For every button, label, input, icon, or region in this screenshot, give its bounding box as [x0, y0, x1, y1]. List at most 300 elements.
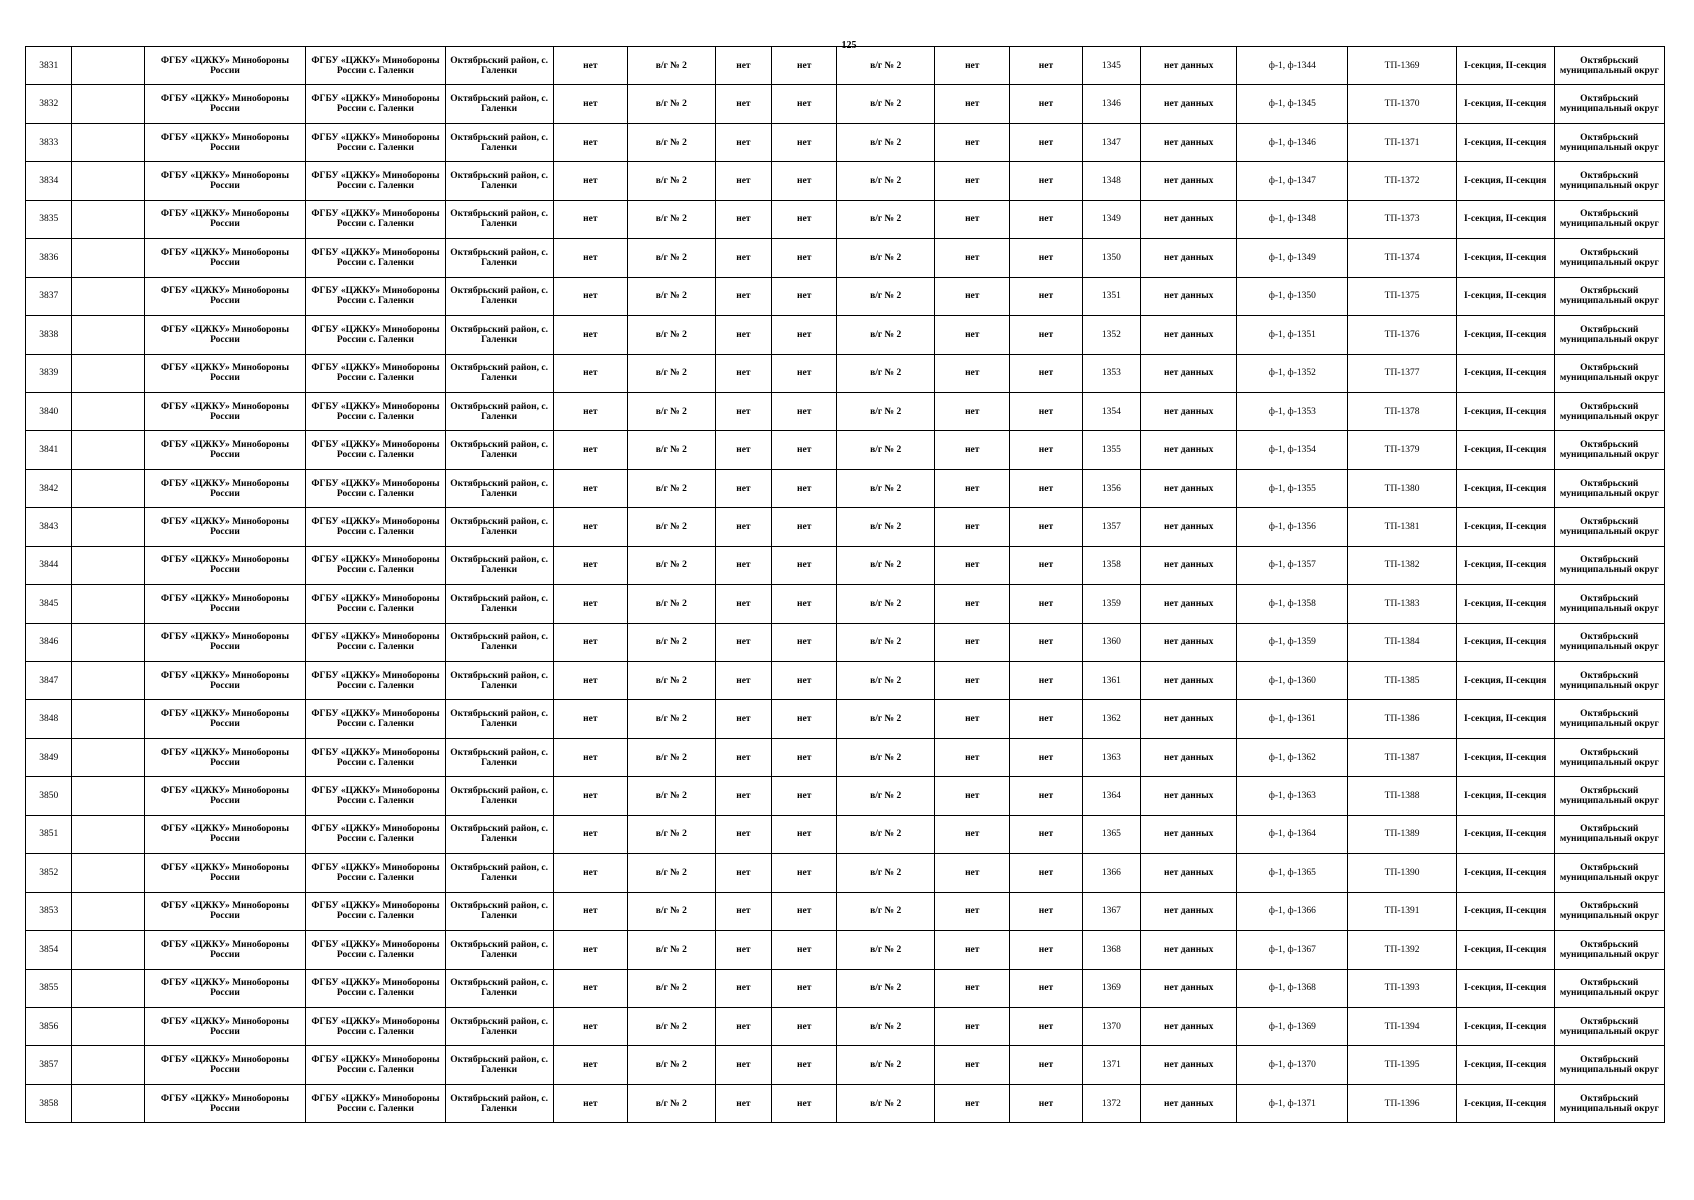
cell-number: 1364: [1082, 777, 1141, 815]
cell-value: нет: [1010, 162, 1082, 200]
table-row: [26, 969, 1665, 1007]
cell-owner: ФГБУ «ЦЖКУ» Минобороны России: [144, 85, 306, 123]
cell-value: нет: [715, 277, 772, 315]
cell-district: Октябрьский муниципальный округ: [1554, 354, 1664, 392]
cell-no-data: нет данных: [1141, 508, 1237, 546]
cell-value: нет: [935, 700, 1010, 738]
cell-address: Октябрьский район, с. Галенки: [445, 585, 553, 623]
cell-value: нет: [553, 892, 627, 930]
cell-military-town: в/г № 2: [627, 1084, 715, 1122]
cell-value: нет: [715, 738, 772, 776]
cell-record-number: 3843: [26, 508, 72, 546]
cell-holder: ФГБУ «ЦЖКУ» Минобороны России с. Галенки: [306, 700, 445, 738]
cell-sections: I-секция, II-секция: [1456, 585, 1554, 623]
cell-value: нет: [935, 123, 1010, 161]
cell-value: нет: [935, 277, 1010, 315]
cell-value: нет: [715, 854, 772, 892]
cell-military-town: в/г № 2: [627, 546, 715, 584]
cell-holder: ФГБУ «ЦЖКУ» Минобороны России с. Галенки: [306, 85, 445, 123]
cell-holder: ФГБУ «ЦЖКУ» Минобороны России с. Галенки: [306, 546, 445, 584]
cell-address: Октябрьский район, с. Галенки: [445, 277, 553, 315]
cell-empty: [72, 85, 144, 123]
cell-number: 1369: [1082, 969, 1141, 1007]
cell-holder: ФГБУ «ЦЖКУ» Минобороны России с. Галенки: [306, 431, 445, 469]
cell-no-data: нет данных: [1141, 123, 1237, 161]
cell-value: нет: [715, 623, 772, 661]
cell-holder: ФГБУ «ЦЖКУ» Минобороны России с. Галенки: [306, 1046, 445, 1084]
cell-value: нет: [715, 85, 772, 123]
cell-feeder: ф-1, ф-1358: [1237, 585, 1348, 623]
cell-number: 1354: [1082, 392, 1141, 430]
cell-substation: ТП-1395: [1348, 1046, 1456, 1084]
cell-military-town: в/г № 2: [837, 892, 935, 930]
cell-substation: ТП-1388: [1348, 777, 1456, 815]
cell-owner: ФГБУ «ЦЖКУ» Минобороны России: [144, 815, 306, 853]
cell-value: нет: [553, 623, 627, 661]
cell-address: Октябрьский район, с. Галенки: [445, 162, 553, 200]
cell-number: 1351: [1082, 277, 1141, 315]
cell-value: нет: [935, 200, 1010, 238]
cell-district: Октябрьский муниципальный округ: [1554, 47, 1664, 85]
cell-military-town: в/г № 2: [837, 1007, 935, 1045]
cell-value: нет: [772, 662, 837, 700]
cell-substation: ТП-1373: [1348, 200, 1456, 238]
cell-substation: ТП-1387: [1348, 738, 1456, 776]
cell-address: Октябрьский район, с. Галенки: [445, 623, 553, 661]
cell-military-town: в/г № 2: [837, 585, 935, 623]
cell-value: нет: [1010, 546, 1082, 584]
cell-holder: ФГБУ «ЦЖКУ» Минобороны России с. Галенки: [306, 354, 445, 392]
cell-owner: ФГБУ «ЦЖКУ» Минобороны России: [144, 931, 306, 969]
cell-military-town: в/г № 2: [837, 623, 935, 661]
cell-record-number: 3851: [26, 815, 72, 853]
cell-feeder: ф-1, ф-1371: [1237, 1084, 1348, 1122]
cell-district: Октябрьский муниципальный округ: [1554, 777, 1664, 815]
cell-value: нет: [553, 469, 627, 507]
cell-military-town: в/г № 2: [837, 969, 935, 1007]
cell-value: нет: [772, 47, 837, 85]
cell-number: 1357: [1082, 508, 1141, 546]
cell-military-town: в/г № 2: [627, 316, 715, 354]
cell-feeder: ф-1, ф-1346: [1237, 123, 1348, 161]
cell-record-number: 3849: [26, 738, 72, 776]
cell-military-town: в/г № 2: [837, 738, 935, 776]
cell-owner: ФГБУ «ЦЖКУ» Минобороны России: [144, 431, 306, 469]
cell-value: нет: [935, 85, 1010, 123]
cell-value: нет: [1010, 200, 1082, 238]
table-row: [26, 777, 1665, 815]
cell-value: нет: [772, 1007, 837, 1045]
cell-sections: I-секция, II-секция: [1456, 1084, 1554, 1122]
cell-empty: [72, 546, 144, 584]
cell-substation: ТП-1374: [1348, 239, 1456, 277]
cell-record-number: 3836: [26, 239, 72, 277]
cell-value: нет: [553, 392, 627, 430]
cell-value: нет: [1010, 469, 1082, 507]
cell-value: нет: [1010, 47, 1082, 85]
cell-sections: I-секция, II-секция: [1456, 47, 1554, 85]
cell-owner: ФГБУ «ЦЖКУ» Минобороны России: [144, 508, 306, 546]
cell-value: нет: [553, 200, 627, 238]
cell-value: нет: [772, 815, 837, 853]
cell-value: нет: [772, 316, 837, 354]
cell-district: Октябрьский муниципальный округ: [1554, 623, 1664, 661]
cell-record-number: 3847: [26, 662, 72, 700]
cell-substation: ТП-1394: [1348, 1007, 1456, 1045]
cell-military-town: в/г № 2: [837, 200, 935, 238]
cell-feeder: ф-1, ф-1369: [1237, 1007, 1348, 1045]
cell-number: 1367: [1082, 892, 1141, 930]
cell-military-town: в/г № 2: [627, 777, 715, 815]
cell-address: Октябрьский район, с. Галенки: [445, 431, 553, 469]
cell-value: нет: [715, 200, 772, 238]
cell-value: нет: [772, 123, 837, 161]
cell-owner: ФГБУ «ЦЖКУ» Минобороны России: [144, 854, 306, 892]
cell-value: нет: [715, 316, 772, 354]
page-number: 125: [841, 40, 857, 51]
cell-military-town: в/г № 2: [627, 931, 715, 969]
cell-address: Октябрьский район, с. Галенки: [445, 738, 553, 776]
cell-owner: ФГБУ «ЦЖКУ» Минобороны России: [144, 47, 306, 85]
cell-value: нет: [553, 585, 627, 623]
cell-no-data: нет данных: [1141, 700, 1237, 738]
cell-military-town: в/г № 2: [837, 854, 935, 892]
cell-substation: ТП-1392: [1348, 931, 1456, 969]
cell-value: нет: [553, 47, 627, 85]
cell-value: нет: [715, 892, 772, 930]
cell-address: Октябрьский район, с. Галенки: [445, 777, 553, 815]
cell-value: нет: [772, 585, 837, 623]
cell-sections: I-секция, II-секция: [1456, 892, 1554, 930]
cell-record-number: 3850: [26, 777, 72, 815]
cell-sections: I-секция, II-секция: [1456, 431, 1554, 469]
cell-no-data: нет данных: [1141, 431, 1237, 469]
cell-holder: ФГБУ «ЦЖКУ» Минобороны России с. Галенки: [306, 239, 445, 277]
table-row: [26, 392, 1665, 430]
cell-number: 1356: [1082, 469, 1141, 507]
cell-empty: [72, 777, 144, 815]
cell-value: нет: [1010, 431, 1082, 469]
cell-value: нет: [1010, 277, 1082, 315]
cell-value: нет: [553, 431, 627, 469]
cell-record-number: 3840: [26, 392, 72, 430]
cell-record-number: 3844: [26, 546, 72, 584]
cell-value: нет: [935, 854, 1010, 892]
cell-empty: [72, 47, 144, 85]
cell-value: нет: [1010, 85, 1082, 123]
cell-military-town: в/г № 2: [837, 277, 935, 315]
cell-address: Октябрьский район, с. Галенки: [445, 931, 553, 969]
cell-holder: ФГБУ «ЦЖКУ» Минобороны России с. Галенки: [306, 1084, 445, 1122]
cell-military-town: в/г № 2: [837, 546, 935, 584]
cell-record-number: 3856: [26, 1007, 72, 1045]
cell-value: нет: [715, 585, 772, 623]
cell-military-town: в/г № 2: [837, 662, 935, 700]
cell-holder: ФГБУ «ЦЖКУ» Минобороны России с. Галенки: [306, 777, 445, 815]
cell-no-data: нет данных: [1141, 239, 1237, 277]
cell-owner: ФГБУ «ЦЖКУ» Минобороны России: [144, 892, 306, 930]
cell-empty: [72, 1084, 144, 1122]
cell-address: Октябрьский район, с. Галенки: [445, 392, 553, 430]
cell-no-data: нет данных: [1141, 585, 1237, 623]
cell-no-data: нет данных: [1141, 738, 1237, 776]
cell-value: нет: [935, 431, 1010, 469]
cell-district: Октябрьский муниципальный округ: [1554, 277, 1664, 315]
table-row: [26, 815, 1665, 853]
cell-district: Октябрьский муниципальный округ: [1554, 815, 1664, 853]
cell-no-data: нет данных: [1141, 469, 1237, 507]
cell-feeder: ф-1, ф-1359: [1237, 623, 1348, 661]
cell-value: нет: [1010, 123, 1082, 161]
table-row: [26, 123, 1665, 161]
cell-district: Октябрьский муниципальный округ: [1554, 239, 1664, 277]
cell-feeder: ф-1, ф-1357: [1237, 546, 1348, 584]
cell-empty: [72, 277, 144, 315]
cell-military-town: в/г № 2: [627, 508, 715, 546]
cell-value: нет: [553, 85, 627, 123]
cell-no-data: нет данных: [1141, 931, 1237, 969]
cell-feeder: ф-1, ф-1352: [1237, 354, 1348, 392]
cell-record-number: 3853: [26, 892, 72, 930]
cell-value: нет: [772, 85, 837, 123]
cell-no-data: нет данных: [1141, 854, 1237, 892]
cell-value: нет: [1010, 854, 1082, 892]
cell-empty: [72, 700, 144, 738]
cell-value: нет: [1010, 969, 1082, 1007]
cell-address: Октябрьский район, с. Галенки: [445, 85, 553, 123]
cell-military-town: в/г № 2: [837, 1046, 935, 1084]
cell-value: нет: [715, 815, 772, 853]
cell-value: нет: [772, 546, 837, 584]
cell-military-town: в/г № 2: [627, 892, 715, 930]
cell-address: Октябрьский район, с. Галенки: [445, 1007, 553, 1045]
cell-no-data: нет данных: [1141, 1007, 1237, 1045]
cell-record-number: 3834: [26, 162, 72, 200]
cell-value: нет: [935, 47, 1010, 85]
cell-no-data: нет данных: [1141, 354, 1237, 392]
cell-district: Октябрьский муниципальный округ: [1554, 585, 1664, 623]
cell-district: Октябрьский муниципальный округ: [1554, 316, 1664, 354]
cell-sections: I-секция, II-секция: [1456, 392, 1554, 430]
cell-address: Октябрьский район, с. Галенки: [445, 969, 553, 1007]
cell-value: нет: [935, 508, 1010, 546]
cell-holder: ФГБУ «ЦЖКУ» Минобороны России с. Галенки: [306, 892, 445, 930]
cell-no-data: нет данных: [1141, 392, 1237, 430]
cell-value: нет: [1010, 931, 1082, 969]
cell-value: нет: [772, 469, 837, 507]
cell-value: нет: [772, 854, 837, 892]
cell-holder: ФГБУ «ЦЖКУ» Минобороны России с. Галенки: [306, 123, 445, 161]
cell-substation: ТП-1386: [1348, 700, 1456, 738]
cell-military-town: в/г № 2: [627, 47, 715, 85]
table-row: [26, 200, 1665, 238]
cell-number: 1360: [1082, 623, 1141, 661]
table-row: [26, 662, 1665, 700]
cell-value: нет: [553, 662, 627, 700]
cell-feeder: ф-1, ф-1353: [1237, 392, 1348, 430]
cell-record-number: 3832: [26, 85, 72, 123]
cell-holder: ФГБУ «ЦЖКУ» Минобороны России с. Галенки: [306, 969, 445, 1007]
cell-military-town: в/г № 2: [837, 392, 935, 430]
cell-feeder: ф-1, ф-1355: [1237, 469, 1348, 507]
cell-value: нет: [772, 1084, 837, 1122]
cell-record-number: 3839: [26, 354, 72, 392]
cell-military-town: в/г № 2: [837, 700, 935, 738]
cell-military-town: в/г № 2: [837, 162, 935, 200]
cell-owner: ФГБУ «ЦЖКУ» Минобороны России: [144, 162, 306, 200]
cell-sections: I-секция, II-секция: [1456, 623, 1554, 661]
cell-value: нет: [553, 277, 627, 315]
table-row: [26, 162, 1665, 200]
cell-military-town: в/г № 2: [627, 700, 715, 738]
cell-military-town: в/г № 2: [627, 277, 715, 315]
cell-district: Октябрьский муниципальный округ: [1554, 85, 1664, 123]
cell-feeder: ф-1, ф-1349: [1237, 239, 1348, 277]
cell-substation: ТП-1391: [1348, 892, 1456, 930]
cell-value: нет: [772, 777, 837, 815]
registry-table: [25, 46, 1665, 1123]
cell-number: 1372: [1082, 1084, 1141, 1122]
cell-holder: ФГБУ «ЦЖКУ» Минобороны России с. Галенки: [306, 508, 445, 546]
cell-value: нет: [772, 892, 837, 930]
cell-empty: [72, 508, 144, 546]
cell-value: нет: [715, 123, 772, 161]
cell-no-data: нет данных: [1141, 892, 1237, 930]
cell-value: нет: [715, 47, 772, 85]
cell-owner: ФГБУ «ЦЖКУ» Минобороны России: [144, 546, 306, 584]
cell-address: Октябрьский район, с. Галенки: [445, 546, 553, 584]
cell-substation: ТП-1378: [1348, 392, 1456, 430]
cell-empty: [72, 354, 144, 392]
cell-owner: ФГБУ «ЦЖКУ» Минобороны России: [144, 354, 306, 392]
cell-record-number: 3831: [26, 47, 72, 85]
cell-sections: I-секция, II-секция: [1456, 854, 1554, 892]
cell-value: нет: [772, 969, 837, 1007]
cell-record-number: 3841: [26, 431, 72, 469]
cell-military-town: в/г № 2: [837, 123, 935, 161]
cell-owner: ФГБУ «ЦЖКУ» Минобороны России: [144, 662, 306, 700]
cell-military-town: в/г № 2: [837, 316, 935, 354]
cell-substation: ТП-1377: [1348, 354, 1456, 392]
cell-value: нет: [715, 1084, 772, 1122]
cell-owner: ФГБУ «ЦЖКУ» Минобороны России: [144, 200, 306, 238]
cell-value: нет: [935, 931, 1010, 969]
cell-value: нет: [715, 969, 772, 1007]
cell-military-town: в/г № 2: [627, 85, 715, 123]
cell-record-number: 3857: [26, 1046, 72, 1084]
cell-feeder: ф-1, ф-1365: [1237, 854, 1348, 892]
cell-value: нет: [553, 123, 627, 161]
cell-district: Октябрьский муниципальный округ: [1554, 662, 1664, 700]
cell-number: 1365: [1082, 815, 1141, 853]
cell-record-number: 3854: [26, 931, 72, 969]
cell-military-town: в/г № 2: [837, 354, 935, 392]
cell-empty: [72, 623, 144, 661]
cell-sections: I-секция, II-секция: [1456, 277, 1554, 315]
cell-feeder: ф-1, ф-1351: [1237, 316, 1348, 354]
cell-military-town: в/г № 2: [627, 969, 715, 1007]
cell-substation: ТП-1383: [1348, 585, 1456, 623]
cell-number: 1352: [1082, 316, 1141, 354]
cell-holder: ФГБУ «ЦЖКУ» Минобороны России с. Галенки: [306, 200, 445, 238]
cell-value: нет: [935, 354, 1010, 392]
cell-value: нет: [935, 662, 1010, 700]
cell-substation: ТП-1390: [1348, 854, 1456, 892]
table-row: [26, 854, 1665, 892]
cell-value: нет: [553, 239, 627, 277]
cell-value: нет: [1010, 815, 1082, 853]
cell-military-town: в/г № 2: [837, 508, 935, 546]
cell-military-town: в/г № 2: [837, 431, 935, 469]
cell-value: нет: [935, 469, 1010, 507]
cell-number: 1363: [1082, 738, 1141, 776]
cell-value: нет: [715, 508, 772, 546]
table-row: [26, 1046, 1665, 1084]
cell-value: нет: [772, 738, 837, 776]
cell-military-town: в/г № 2: [627, 431, 715, 469]
table-row: [26, 1084, 1665, 1122]
cell-district: Октябрьский муниципальный округ: [1554, 1084, 1664, 1122]
cell-feeder: ф-1, ф-1350: [1237, 277, 1348, 315]
cell-empty: [72, 316, 144, 354]
table-row: [26, 469, 1665, 507]
cell-no-data: нет данных: [1141, 200, 1237, 238]
cell-record-number: 3842: [26, 469, 72, 507]
cell-value: нет: [1010, 239, 1082, 277]
cell-empty: [72, 392, 144, 430]
table-row: [26, 431, 1665, 469]
table-row: [26, 85, 1665, 123]
cell-address: Октябрьский район, с. Галенки: [445, 316, 553, 354]
cell-value: нет: [1010, 738, 1082, 776]
cell-record-number: 3855: [26, 969, 72, 1007]
cell-substation: ТП-1369: [1348, 47, 1456, 85]
cell-district: Октябрьский муниципальный округ: [1554, 469, 1664, 507]
cell-feeder: ф-1, ф-1362: [1237, 738, 1348, 776]
cell-value: нет: [553, 316, 627, 354]
cell-owner: ФГБУ «ЦЖКУ» Минобороны России: [144, 623, 306, 661]
table-row: [26, 47, 1665, 85]
cell-military-town: в/г № 2: [627, 623, 715, 661]
cell-value: нет: [715, 162, 772, 200]
cell-number: 1350: [1082, 239, 1141, 277]
cell-sections: I-секция, II-секция: [1456, 1046, 1554, 1084]
cell-value: нет: [1010, 316, 1082, 354]
cell-value: нет: [715, 931, 772, 969]
cell-substation: ТП-1376: [1348, 316, 1456, 354]
cell-substation: ТП-1372: [1348, 162, 1456, 200]
cell-no-data: нет данных: [1141, 815, 1237, 853]
cell-value: нет: [1010, 777, 1082, 815]
cell-sections: I-секция, II-секция: [1456, 546, 1554, 584]
cell-empty: [72, 1007, 144, 1045]
cell-empty: [72, 738, 144, 776]
cell-holder: ФГБУ «ЦЖКУ» Минобороны России с. Галенки: [306, 585, 445, 623]
table-row: [26, 1007, 1665, 1045]
cell-owner: ФГБУ «ЦЖКУ» Минобороны России: [144, 392, 306, 430]
cell-value: нет: [553, 1046, 627, 1084]
cell-holder: ФГБУ «ЦЖКУ» Минобороны России с. Галенки: [306, 815, 445, 853]
cell-value: нет: [715, 662, 772, 700]
cell-value: нет: [553, 777, 627, 815]
cell-owner: ФГБУ «ЦЖКУ» Минобороны России: [144, 316, 306, 354]
cell-address: Октябрьский район, с. Галенки: [445, 123, 553, 161]
cell-district: Октябрьский муниципальный округ: [1554, 546, 1664, 584]
cell-substation: ТП-1393: [1348, 969, 1456, 1007]
cell-address: Октябрьский район, с. Галенки: [445, 1084, 553, 1122]
cell-feeder: ф-1, ф-1354: [1237, 431, 1348, 469]
cell-feeder: ф-1, ф-1344: [1237, 47, 1348, 85]
